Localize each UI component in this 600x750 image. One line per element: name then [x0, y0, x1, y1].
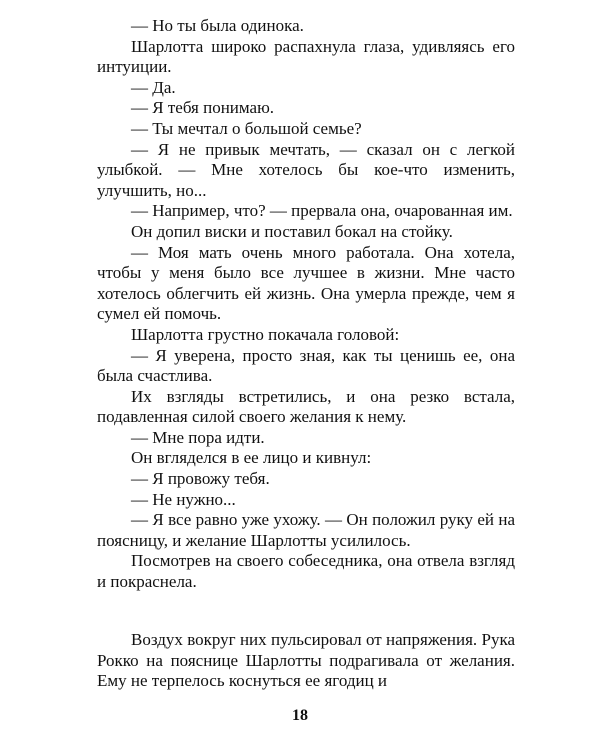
paragraph: Посмотрев на своего собеседника, она отвела взгляд и покраснела. [97, 551, 515, 592]
paragraph: — Да. [131, 77, 176, 97]
paragraph: Шарлотта грустно покачала головой: [131, 324, 400, 344]
paragraph: Шарлотта широко распахнула глаза, удивляясь его интуиции. [97, 36, 515, 77]
paragraph: — Ты мечтал о большой семье? [131, 118, 362, 138]
paragraph: — Моя мать очень много работала. Она хотела, чтобы у меня было все лучшее в жизни. Мне часто хотелось облегчить ей жизнь. Она умерла прежде, чем я сумел ей помочь. [97, 242, 515, 324]
paragraph: — Например, что? — прервала она, очарованная им. [131, 201, 513, 221]
paragraph: — Я не привык мечтать, — сказал он с легкой улыбкой. — Мне хотелось бы кое-что изменить, улучшить, но... [97, 139, 515, 200]
paragraph: — Я уверена, просто зная, как ты ценишь ее, она была счастлива. [97, 345, 515, 386]
paragraph: — Мне пора идти. [131, 427, 265, 447]
page-number: 18 [292, 707, 308, 724]
paragraph: Их взгляды встретились, и она резко встала, подавленная силой своего желания к нему. [97, 386, 515, 427]
paragraph: — Не нужно... [131, 489, 236, 509]
paragraph: Он вгляделся в ее лицо и кивнул: [131, 448, 372, 468]
paragraph: Он допил виски и поставил бокал на стойку. [131, 221, 453, 241]
text-section-two [97, 630, 515, 692]
paragraph: — Я тебя понимаю. [131, 98, 275, 118]
paragraph: — Я все равно уже ухожу. — Он положил руку ей на поясницу, и желание Шарлотты усилилось. [97, 510, 515, 550]
text-section-one [97, 16, 515, 593]
paragraph: — Я провожу тебя. [131, 469, 270, 489]
paragraph: Воздух вокруг них пульсировал от напряжения. Рука Рокко на пояснице Шарлотты подрагивала от желания. Ему не терпелось коснуться ее ягодиц и [97, 630, 515, 691]
paragraph: — Но ты была одинока. [131, 16, 304, 35]
